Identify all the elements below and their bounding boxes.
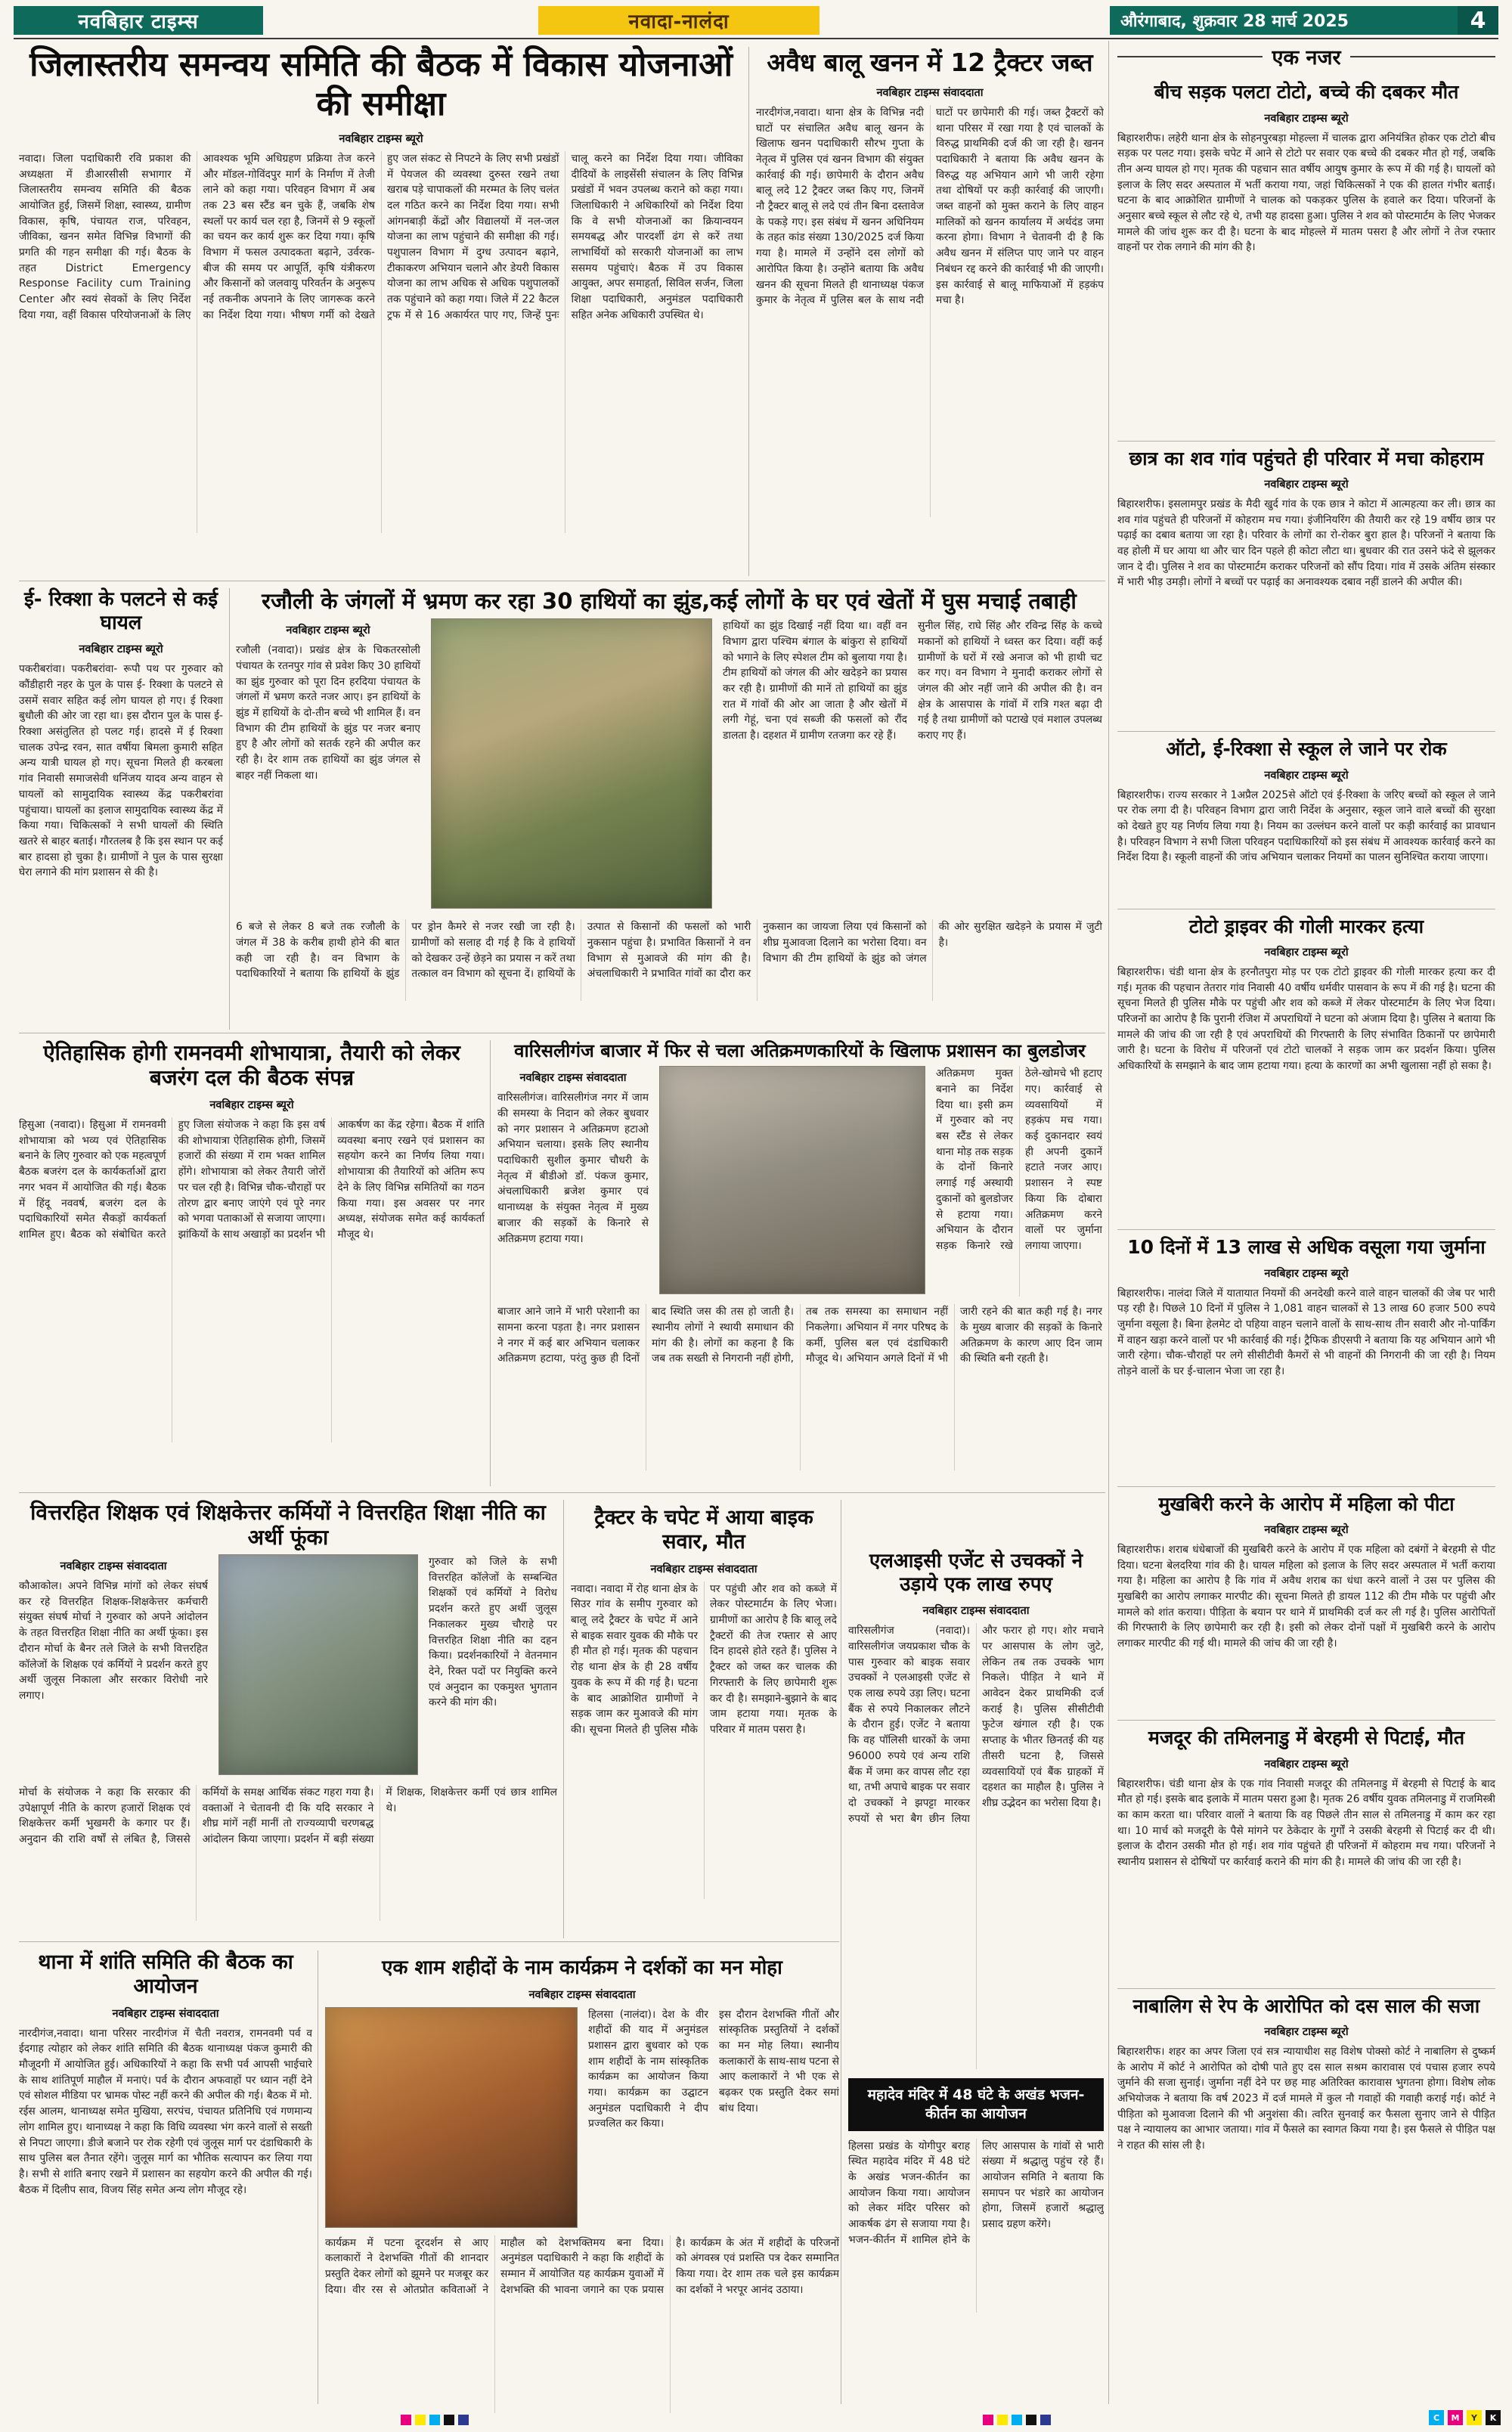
- brief-byline: नवबिहार टाइम्स ब्यूरो: [1264, 479, 1349, 491]
- tractor-byline: नवबिहार टाइम्स संवाददाता: [650, 1563, 758, 1575]
- brief-body: बिहारशरीफ। राज्य सरकार ने 1अप्रैल 2025से ऑटो एवं ई-रिक्शा के जरिए बच्चों को स्कूल ले जाने पर रोक लगा दी है। परिवहन विभाग द्वारा जारी निर्देश के अनुसार, स्कूल जाने वाले बच्चों की सुरक्षा को देखते हुए यह निर्णय लिया गया है। नियम का उल्लंघन करने वालों पर कड़ी कार्रवाई का प्रावधान है। परिवहन विभाग ने सभी जिला परिवहन पदाधिकारियों को इस संबंध में आवश्यक कार्रवाई करने का निर्देश दिया है। स्कूली वाहनों की जांच अभियान चलाकर नियमों का पालन सुनिश्चित कराया जाएगा।: [1117, 788, 1495, 864]
- ramnavami-byline: नवबिहार टाइम्स ब्यूरो: [209, 1099, 294, 1112]
- coordination-body: नवादा। जिला पदाधिकारी रवि प्रकाश की अध्यक्षता में डीआरसीसी सभागार में जिलास्तरीय समन्वय समिति की बैठक आयोजित हुई, जिसमें शिक्षा, स्वास्थ्य, ग्रामीण विकास, कृषि, पंचायत राज, परिवहन, जीविका, खनन समेत विभिन्न विभागों की प्रगति की गहन समीक्षा की गई। बैठक के तहत District Emergency Response Facility cum Training Center और स्वयं सेवकों के लिए निर्देश दिया गया, वहीं विकास परियोजनाओं के लिए आवश्यक भूमि अधिग्रहण प्रक्रिया तेज करने और मॉडल-गोविंदपुर मार्ग के निर्माण में तेजी लाने को कहा गया। परिवहन विभाग में अब तक 23 बस स्टैंड बन चुके हैं, जबकि शेष स्थलों पर कार्य चल रहा है, जिनमें से 9 स्कूलों का चयन कर कार्य शुरू कर दिया गया। कृषि विभाग में फसल उत्पादकता बढ़ाने, उर्वरक-बीज की समय पर आपूर्ति, कृषि यंत्रीकरण और किसानों को जलवायु परिवर्तन के अनुरूप नई तकनीक अपनाने के लिए जागरूक करने का निर्देश दिया गया। भीषण गर्मी को देखते हुए जल संकट से निपटने के लिए सभी प्रखंडों में पेयजल की व्यवस्था दुरुस्त रखने तथा खराब पड़े चापाकलों की मरम्मत के लिए चलंत दल गठित करने का निर्देश दिया गया। सभी आंगनबाड़ी केंद्रों और विद्यालयों में नल-जल योजना का लाभ पहुंचाने की समीक्षा की गई। पशुपालन विभाग में दुग्ध उत्पादन बढ़ाने, टीकाकरण अभियान चलाने और डेयरी विकास योजना का लाभ अधिक से अधिक पशुपालकों तक पहुंचाने को कहा गया। जिले में 22 कैटल ट्रफ में से 16 अकार्यरत पाए गए, जिन्हें पुनः चालू करने का निर्देश दिया गया। जीविका दीदियों के लाइसेंसी संचालन के लिए विभिन्न प्रखंडों में भवन उपलब्ध कराने को कहा गया। जिलाधिकारी ने अधिकारियों को निर्देश दिया कि वे सभी योजनाओं का क्रियान्वयन समयबद्ध और पारदर्शी ढंग से करें तथा लाभार्थियों को सरकारी योजनाओं का लाभ ससमय पहुंचाएं। बैठक में उप विकास आयुक्त, अपर समाहर्ता, सिविल सर्जन, जिला शिक्षा पदाधिकारी, अनुमंडल पदाधिकारी सहित अनेक अधिकारी उपस्थित थे।: [19, 152, 743, 321]
- brief-headline: छात्र का शव गांव पहुंचते ही परिवार में मचा कोहराम: [1129, 447, 1484, 469]
- edition-name: नवादा-नालंदा: [628, 11, 730, 33]
- article-martyrs-evening: [325, 1956, 839, 2413]
- ramnavami-body: हिसुआ (नवादा)। हिसुआ में रामनवमी शोभायात्रा को भव्य एवं ऐतिहासिक बनाने के लिए गुरुवार को एक महत्वपूर्ण बैठक बजरंग दल के कार्यकर्ताओं द्वारा नगर भवन में आयोजित की गई। बैठक में हिंदू नववर्ष, बजरंग दल के पदाधिकारियों समेत सैकड़ों कार्यकर्ता शामिल हुए। बैठक को संबोधित करते हुए जिला संयोजक ने कहा कि इस वर्ष की शोभायात्रा ऐतिहासिक होगी, जिसमें हजारों की संख्या में राम भक्त शामिल होंगे। शोभायात्रा को लेकर तैयारी जोरों पर चल रही है। विभिन्न चौक-चौराहों पर तोरण द्वार बनाए जाएंगे एवं पूरे नगर को भगवा पताकाओं से सजाया जाएगा। झांकियों के साथ अखाड़ों का प्रदर्शन भी आकर्षण का केंद्र रहेगा। बैठक में शांति व्यवस्था बनाए रखने एवं प्रशासन का सहयोग करने का निर्णय लिया गया। शोभायात्रा की तैयारियों को अंतिम रूप देने के लिए विभिन्न समितियों का गठन किया गया। इस अवसर पर नगर अध्यक्ष, संयोजक समेत कई कार्यकर्ता मौजूद थे।: [19, 1119, 485, 1241]
- brief-body: बिहारशरीफ। चंडी थाना क्षेत्र के हरनौतपुरा मोड़ पर एक टोटो ड्राइवर की गोली मारकर हत्या कर दी गई। मृतक की पहचान तेतरार गांव निवासी 40 वर्षीय धर्मवीर पासवान के रूप में की गई है। घटना की सूचना मिलते ही पुलिस मौके पर पहुंची और शव को कब्जे में लेकर पोस्टमार्टम के लिए भेज दिया। परिजनों का आरोप है कि पुरानी रंजिश में अपराधियों ने घटना को अंजाम दिया है। पुलिस ने बताया कि मामले की जांच की जा रही है एवं अपराधियों की गिरफ्तारी के लिए संभावित ठिकानों पर छापेमारी जारी है। घटना के विरोध में परिजनों एवं टोटो चालकों ने सड़क जाम कर प्रदर्शन किया। पुलिस अधिकारियों के समझाने के बाद जाम हटाया गया। हत्या के कारणों का अभी खुलासा नहीं हो सका है।: [1117, 966, 1495, 1073]
- registration-marks-left: [401, 2415, 469, 2425]
- brief-byline: नवबिहार टाइम्स ब्यूरो: [1264, 946, 1349, 959]
- brief-body: बिहारशरीफ। इसलामपुर प्रखंड के मैदी खुर्द गांव के एक छात्र ने कोटा में आत्महत्या कर ली। छात्र का शव गांव पहुंचते ही परिजनों में कोहराम मच गया। इंजीनियरिंग की तैयारी कर रहे 19 वर्षीय छात्र पर पढ़ाई का दबाव बताया जा रहा है। परिवार के लोगों का रो-रोकर बुरा हाल है। परिजनों ने बताया कि वह होली में घर आया था और चार दिन पहले ही कोटा लौटा था। बुधवार की रात उसने फंदे से झूलकर जान दे दी। पुलिस ने शव का पोस्टमार्टम कराकर परिजनों को सौंप दिया। गांव में उसके अंतिम संस्कार में भारी भीड़ उमड़ी। लोगों ने बच्चों पर पढ़ाई का अनावश्यक दबाव नहीं डालने की अपील की।: [1117, 498, 1495, 589]
- divider: [563, 1500, 564, 1938]
- page-number: 4: [1458, 6, 1498, 35]
- teachers-body-c: मोर्चा के संयोजक ने कहा कि सरकार की उपेक्षापूर्ण नीति के कारण हजारों शिक्षक एवं शिक्षकेत्तर कर्मी भुखमरी के कगार पर हैं। अनुदान की राशि वर्षों से लंबित है, जिससे कर्मियों के समक्ष आर्थिक संकट गहरा गया है। वक्ताओं ने चेतावनी दी कि यदि सरकार ने शीघ्र मांगें नहीं मानीं तो राज्यव्यापी चरणबद्ध आंदोलन किया जाएगा। प्रदर्शन में बड़ी संख्या में शिक्षक, शिक्षकेत्तर कर्मी एवं छात्र शामिल थे।: [19, 1786, 557, 1846]
- elephants-byline: नवबिहार टाइम्स ब्यूरो: [286, 624, 370, 637]
- article-ramnavami: [19, 1040, 485, 1442]
- coordination-headline: जिलास्तरीय समन्वय समिति की बैठक में विकास योजनाओं की समीक्षा: [29, 45, 733, 123]
- rule-left: [1117, 56, 1263, 57]
- brief-byline: नवबिहार टाइम्स ब्यूरो: [1264, 1758, 1349, 1771]
- article-lic-theft: [848, 1550, 1104, 2313]
- elephants-body-b: हाथियों का झुंड दिखाई नहीं दिया था। वहीं वन विभाग द्वारा पश्चिम बंगाल के बांकुरा से हाथियों को भगाने के लिए स्पेशल टीम को बुलाया गया है। टीम हाथियों को जंगल की ओर खदेड़ने का प्रयास कर रही है। ग्रामीणों की मानें तो हाथियों का झुंड रात में गांवों की ओर आ जाता है और खेतों में लगी गेहूं, चना एवं सब्जी की फसलों को रौंद डालता है। दहशत में ग्रामीण रतजगा कर रहे हैं।: [723, 620, 907, 742]
- bulldozer-byline: नवबिहार टाइम्स संवाददाता: [519, 1072, 627, 1085]
- magenta-mark: [983, 2415, 993, 2425]
- brief-traffic-fines: [1117, 1229, 1495, 1486]
- teachers-headline: वित्तरहित शिक्षक एवं शिक्षकेत्तर कर्मियों ने वित्तरहित शिक्षा नीति का अर्थी फूंका: [30, 1500, 546, 1551]
- magenta-mark: M: [1448, 2410, 1463, 2425]
- article-coordination-meeting: [19, 45, 743, 533]
- tractor-headline: ट्रैक्टर के चपेट में आया बाइक सवार, मौत: [594, 1506, 813, 1554]
- paper-name-block: [14, 6, 263, 35]
- brief-body: बिहारशरीफ। शराब धंधेबाजों की मुखबिरी करने के आरोप में एक महिला को दबंगों ने बेरहमी से पीट दिया। घटना बेलदरिया गांव की है। घायल महिला को इलाज के लिए सदर अस्पताल में भर्ती कराया गया है। महिला का आरोप है कि गांव में अवैध शराब का धंधा करने वालों ने उस पर पुलिस की मुखबिरी का आरोप लगाकर मारपीट की। सूचना मिलते ही डायल 112 की टीम मौके पर पहुंची और मामले को शांत कराया। पीड़िता के बयान पर थाने में प्राथमिकी दर्ज कर ली गई है। पुलिस आरोपितों की गिरफ्तारी के लिए छापेमारी कर रही है। इसी को लेकर दोनों पक्षों में मुखबिरी करने के आरोप लगाकर मारपीट की गई थी। मामले की जांच की जा रही है।: [1117, 1544, 1495, 1650]
- peace-headline: थाना में शांति समिति की बैठक का आयोजन: [38, 1950, 293, 1998]
- brief-body: बिहारशरीफ। शहर का अपर जिला एवं सत्र न्यायाधीश सह विशेष पोक्सो कोर्ट ने नाबालिग से दुष्कर्म के आरोप में कोर्ट ने आरोपित को दोषी पाते हुए दस साल सश्रम कारावास एवं पचास हजार रुपये जुर्माने की सजा सुनाई। जुर्माना नहीं देने पर छह माह अतिरिक्त कारावास भुगतना होगा। विशेष लोक अभियोजक ने बताया कि वर्ष 2023 में दर्ज मामले में कुल नौ गवाहों की गवाही कराई गई। कोर्ट ने पीड़िता को मुआवजा दिलाने की भी अनुशंसा की। त्वरित सुनवाई कर फैसला सुनाए जाने से पीड़ित पक्ष ने न्यायालय का आभार जताया। गांव में फैसले का स्वागत किया गया है। इस फैसले से पीड़ित पक्ष ने राहत की सांस ली है।: [1117, 2046, 1495, 2152]
- lic-body: वारिसलीगंज (नवादा)। वारिसलीगंज जयप्रकाश चौक के पास गुरुवार को बाइक सवार उचक्कों ने एलआइसी एजेंट से एक लाख रुपये उड़ा लिए। घटना बैंक से रुपये निकालकर लौटने के दौरान हुई। एजेंट ने बताया कि वह पॉलिसी धारकों के जमा 96000 रुपये एवं अन्य राशि बैंक में जमा कर वापस लौट रहा था, तभी अपाचे बाइक पर सवार दो उचक्कों ने झपट्टा मारकर रुपयों से भरा बैग छीन लिया और फरार हो गए। शोर मचाने पर आसपास के लोग जुटे, लेकिन तब तक उचक्के भाग निकले। पीड़ित ने थाने में आवेदन देकर प्राथमिकी दर्ज कराई है। पुलिस सीसीटीवी फुटेज खंगाल रही है। एक सप्ताह के भीतर छिनतई की यह तीसरी घटना है, जिससे व्यवसायियों एवं बैंक ग्राहकों में दहशत का माहौल है। पुलिस ने शीघ्र उद्भेदन का भरोसा दिया है।: [848, 1625, 1104, 1825]
- bulldozer-headline: वारिसलीगंज बाजार में फिर से चला अतिक्रमणकारियों के खिलाफ प्रशासन का बुलडोजर: [514, 1040, 1086, 1061]
- brief-body: बिहारशरीफ। नालंदा जिले में यातायात नियमों की अनदेखी करने वाले वाहन चालकों की जेब पर भारी पड़ रही है। पिछले 10 दिनों में पुलिस ने 1,081 वाहन चालकों से 13 लाख 60 हजार 500 रुपये जुर्माना वसूला है। बिना हेलमेट दो पहिया वाहन चलाने वालों के साथ-साथ तीन सवारी और नो-पार्किंग में वाहन खड़ा करने वालों पर भी कार्रवाई की गई। ट्रैफिक डीएसपी ने बताया कि यह अभियान आगे भी जारी रहेगा। चौक-चौराहों पर लगे सीसीटीवी कैमरों से भी वाहनों की निगरानी की जा रही है। नियम तोड़ने वालों के घर ई-चालान भेजा जा रहा है।: [1117, 1287, 1495, 1377]
- lic-byline: नवबिहार टाइम्स संवाददाता: [922, 1605, 1030, 1618]
- brief-byline: नवबिहार टाइम्स ब्यूरो: [1264, 1267, 1349, 1280]
- divider: [490, 1040, 491, 1486]
- yellow-mark: [415, 2415, 426, 2425]
- brief-laborer-death: [1117, 1720, 1495, 1988]
- erickshaw-headline: ई- रिक्शा के पलटने से कई घायल: [24, 588, 218, 634]
- article-e-rickshaw: [19, 588, 223, 1009]
- erickshaw-body: पकरीबरांवा। पकरीबरांवा- रूपौ पथ पर गुरुवार को कौंडीहारी नहर के पुल के पास ई- रिक्शा के पलटने से उसमें सवार सहित कई लोग घायल हो गए। ई रिक्शा बुधौली की ओर जा रहा था। इस दौरान पुल के पास ई-रिक्शा असंतुलित हो पलट गई। हादसे में ई रिक्शा चालक उपेन्द्र रवन, सात वर्षीया बिमला कुमारी सहित अन्य यात्री घायल हो गए। सूचना मिलते ही करबला गांव निवासी समाजसेवी धनिंजय यादव अन्य वाहन से घायलों को सामुदायिक स्वास्थ्य केंद्र पकरीबरांवा पहुंचाया। घायलों का इलाज सामुदायिक स्वास्थ्य केंद्र में किया गया। चिकित्सकों ने सभी घायलों की स्थिति खतरे से बाहर बताई। गौरतलब है कि इस स्थान पर कई बार हादसा हो चुका है। ग्रामीणों ने पुल के पास सुरक्षा घेरा लगाने की मांग प्रशासन से की है।: [19, 663, 223, 879]
- teachers-byline: नवबिहार टाइम्स संवाददाता: [60, 1560, 167, 1573]
- article-elephants: [236, 588, 1102, 1001]
- brief-body: बिहारशरीफ। लहेरी थाना क्षेत्र के सोहनपुरबड़ा मोहल्ला में चालक द्वारा अनियंत्रित होकर एक टोटो बीच सड़क पर पलट गया। इसके चपेट में आने से टोटो पर सवार एक बच्चे की दबकर मौत हो गई, जबकि तीन अन्य घायल हो गए। मृतक की पहचान सात वर्षीय आयुष कुमार के रूप में की गई है। घायलों को इलाज के लिए सदर अस्पताल में भर्ती कराया गया, जहां चिकित्सकों ने एक की हालत गंभीर बताई। घटना के बाद आक्रोशित ग्रामीणों ने चालक को पकड़कर पुलिस के हवाले कर दिया। परिजनों के अनुसार बच्चे स्कूल से लौट रहे थे, तभी यह हादसा हुआ। पुलिस ने शव को पोस्टमार्टम के लिए भेजकर मामले की जांच शुरू कर दी है। घटना के बाद मोहल्ले में मातम पसरा है और लोगों ने तेज रफ्तार वाहनों पर रोक लगाने की मांग की है।: [1117, 132, 1495, 254]
- sand-body: नारदीगंज,नवादा। थाना क्षेत्र के विभिन्न नदी घाटों पर संचालित अवैध बालू खनन के खिलाफ खनन पदाधिकारी सौरभ गुप्ता के नेतृत्व में पुलिस एवं खनन विभाग की संयुक्त कार्रवाई की गई। छापेमारी के दौरान अवैध बालू लदे 12 ट्रैक्टर जब्त किए गए, जिनमें नौ ट्रैक्टर बालू से लदे एवं तीन बिना दस्तावेज के पकड़े गए। इस संबंध में खनन अधिनियम के तहत कांड संख्या 130/2025 दर्ज किया गया है। मामले में उन्होंने दस लोगों को आरोपित किया है। उन्होंने बताया कि अवैध खनन की सूचना मिलते ही थानाध्यक्ष पंकज कुमार के नेतृत्व में पुलिस बल के साथ नदी घाटों पर छापेमारी की गई। जब्त ट्रैक्टरों को थाना परिसर में रखा गया है एवं चालकों के विरुद्ध प्राथमिकी दर्ज की जा रही है। खनन पदाधिकारी ने बताया कि अवैध खनन के विरुद्ध यह अभियान आगे भी जारी रहेगा तथा दोषियों पर कड़ी कार्रवाई की जाएगी। जब्त वाहनों को मुक्त कराने के लिए वाहन मालिकों को खनन कार्यालय में अर्थदंड जमा करना होगा। विभाग ने चेतावनी दी है कि अवैध खनन में संलिप्त पाए जाने पर वाहन निबंधन रद्द करने की कार्रवाई भी की जाएगी। इस कार्रवाई से बालू माफियाओं में हड़कंप मचा है।: [756, 106, 1104, 307]
- brief-student-death: [1117, 441, 1495, 732]
- divider: [229, 588, 230, 1030]
- article-bulldozer: [497, 1040, 1102, 1470]
- martyrs-body-c: कार्यक्रम में पटना दूरदर्शन से आए कलाकारों ने देशभक्ति गीतों की शानदार प्रस्तुति देकर लोगों को झूमने पर मजबूर कर दिया। वीर रस से ओतप्रोत कविताओं ने माहौल को देशभक्तिमय बना दिया। अनुमंडल पदाधिकारी ने कहा कि शहीदों के सम्मान में आयोजित यह कार्यक्रम युवाओं में देशभक्ति की भावना जगाने का एक प्रयास है। कार्यक्रम के अंत में शहीदों के परिजनों को अंगवस्त्र एवं प्रशस्ति पत्र देकर सम्मानित किया गया। देर शाम तक चले इस कार्यक्रम का दर्शकों ने भरपूर आनंद उठाया।: [325, 2236, 839, 2296]
- bulldozer-body-a: वारिसलीगंज। वारिसलीगंज नगर में जाम की समस्या के निदान को लेकर बुधवार को नगर प्रशासन ने अतिक्रमण हटाओ अभियान चलाया। इसके लिए स्थानीय पदाधिकारी सुशील कुमार चौधरी के नेतृत्व में बीडीओ डॉ. पंकज कुमार, अंचलाधिकारी ब्रजेश कुमार एवं थानाध्यक्ष के संयुक्त नेतृत्व में मुख्य बाजार की सड़कों के किनारे से अतिक्रमण हटाया गया।: [497, 1092, 649, 1245]
- bhajan-notice-headline: महादेव मंदिर में 48 घंटे के अखंड भजन-कीर्तन का आयोजन: [848, 2078, 1104, 2130]
- teachers-body-a: कौआकोल। अपने विभिन्न मांगों को लेकर संघर्ष कर रहे वित्तरहित शिक्षक-शिक्षकेत्तर कर्मचारी संयुक्त संघर्ष मोर्चा ने गुरुवार को अपने आंदोलन के तहत वित्तरहित शिक्षा नीति का अर्थी फूंका। इस दौरान मोर्चा के बैनर तले जिले के सभी वित्तरहित कॉलेजों के शिक्षक एवं कर्मियों ने प्रदर्शन करते हुए अर्थी जुलूस निकाला और सरकार विरोधी नारे लगाए।: [19, 1580, 208, 1702]
- article-unfunded-teachers: [19, 1500, 557, 1921]
- divider: [1108, 41, 1109, 2404]
- brief-headline: मुखबिरी करने के आरोप में महिला को पीटा: [1158, 1492, 1455, 1515]
- rule-right: [1350, 56, 1495, 57]
- paper-name: नवबिहार टाइम्स: [78, 11, 199, 33]
- martyrs-body-a: हिलसा (नालंदा)। देश के वीर शहीदों की याद में अनुमंडल प्रशासन द्वारा बुधवार को एक शाम शहीदों के नाम सांस्कृतिक कार्यक्रम का आयोजन किया गया। कार्यक्रम का उद्घाटन अनुमंडल पदाधिकारी ने दीप प्रज्वलित कर किया।: [588, 2008, 708, 2130]
- martyrs-body-b: इस दौरान देशभक्ति गीतों और सांस्कृतिक प्रस्तुतियों ने दर्शकों का मन मोह लिया। स्थानीय कलाकारों के साथ-साथ पटना से आए कलाकारों ने भी एक से बढ़कर एक प्रस्तुति देकर समां बांध दिया।: [719, 2008, 839, 2114]
- cyan-mark: C: [1429, 2410, 1444, 2425]
- divider: [19, 1941, 839, 1942]
- brief-headline: ऑटो, ई-रिक्शा से स्कूल ले जाने पर रोक: [1166, 738, 1447, 760]
- martyrs-headline: एक शाम शहीदों के नाम कार्यक्रम ने दर्शकों का मन मोहा: [382, 1956, 782, 1979]
- brief-woman-beaten: [1117, 1486, 1495, 1721]
- divider: [748, 47, 749, 576]
- magenta-mark: [401, 2415, 411, 2425]
- registration-marks-center: [983, 2415, 1051, 2425]
- tractor-body: नवादा। नवादा में रोह थाना क्षेत्र के सिउर गांव के समीप गुरुवार को बालू लदे ट्रैक्टर के चपेट में आने से बाइक सवार युवक की मौके पर ही मौत हो गई। मृतक की पहचान रोह थाना क्षेत्र के ही 28 वर्षीय युवक के रूप में की गई है। घटना के बाद आक्रोशित ग्रामीणों ने सड़क जाम कर मुआवजे की मांग की। सूचना मिलते ही पुलिस मौके पर पहुंची और शव को कब्जे में लेकर पोस्टमार्टम के लिए भेजा। ग्रामीणों का आरोप है कि बालू लदे ट्रैक्टरों की तेज रफ्तार से आए दिन हादसे होते रहते हैं। पुलिस ने ट्रैक्टर को जब्त कर चालक की गिरफ्तारी के लिए छापेमारी शुरू कर दी है। समझाने-बुझाने के बाद जाम हटाया गया। मृतक के परिवार में मातम पसरा है।: [571, 1582, 837, 1736]
- article-sand-mining: [756, 48, 1104, 517]
- brief-headline: 10 दिनों में 13 लाख से अधिक वसूला गया जुर्माना: [1127, 1236, 1486, 1258]
- lic-headline: एलआइसी एजेंट से उचक्कों ने उड़ाये एक लाख रुपए: [869, 1550, 1083, 1596]
- brief-headline: नाबालिग से रेप के आरोपित को दस साल की सजा: [1132, 1994, 1480, 2017]
- masthead-rule: [14, 38, 1498, 39]
- photo-cultural-program: [325, 2007, 578, 2228]
- briefs-section-title: एक नजर: [1272, 46, 1341, 70]
- briefs-section-header: [1117, 41, 1495, 75]
- bulldozer-body-b: अतिक्रमण मुक्त बनाने का निर्देश दिया था। इसी क्रम में गुरुवार को नए बस स्टैंड से लेकर थाना मोड़ तक सड़क के दोनों किनारे लगाई गई अस्थायी दुकानों को बुलडोजर से हटाया गया। अभियान के दौरान सड़क किनारे रखे ठेले-खोमचे भी हटाए गए। कार्रवाई से व्यवसायियों में हड़कंप मच गया। कई दुकानदार स्वयं ही अपनी दुकानें हटाते नजर आए। प्रशासन ने स्पष्ट किया कि दोबारा अतिक्रमण करने वालों पर जुर्माना लगाया जाएगा।: [936, 1067, 1102, 1252]
- date-block: [1110, 6, 1498, 35]
- black-mark: [1026, 2415, 1036, 2425]
- bulldozer-body-c: बाजार आने जाने में भारी परेशानी का सामना करना पड़ता है। नगर प्रशासन ने नगर में कई बार अभियान चलाकर अतिक्रमण हटाया, परंतु कुछ ही दिनों बाद स्थिति जस की तस हो जाती है। स्थानीय लोगों ने स्थायी समाधान की मांग की है। लोगों का कहना है कि जब तक सख्ती से निगरानी नहीं होगी, तब तक समस्या का समाधान नहीं निकलेगा। अभियान में नगर परिषद के कर्मी, पुलिस बल एवं दंडाधिकारी मौजूद थे। अभियान अगले दिनों में भी जारी रहने की बात कही गई है। नगर के मुख्य बाजार की सड़कों के किनारे अतिक्रमण के कारण आए दिन जाम की स्थिति बनी रहती है।: [497, 1306, 1102, 1365]
- photo-bulldozer-drive: [659, 1066, 925, 1294]
- article-tractor-death: [571, 1506, 837, 1899]
- brief-headline: मजदूर की तमिलनाडु में बेरहमी से पिटाई, मौत: [1148, 1727, 1465, 1749]
- edition-block: [538, 6, 820, 35]
- blue-mark: [1040, 2415, 1051, 2425]
- brief-toto-accident: [1117, 75, 1495, 441]
- yellow-mark: Y: [1467, 2410, 1482, 2425]
- yellow-mark: [997, 2415, 1008, 2425]
- news-briefs-column: [1117, 41, 1495, 2271]
- brief-pocso-sentence: [1117, 1988, 1495, 2272]
- brief-headline: टोटो ड्राइवर की गोली मारकर हत्या: [1188, 915, 1424, 937]
- brief-body: बिहारशरीफ। चंडी थाना क्षेत्र के एक गांव निवासी मजदूर की तमिलनाडु में बेरहमी से पिटाई के बाद मौत हो गई। इसके बाद इलाके में मातम पसरा हुआ है। मृतक 26 वर्षीय युवक तमिलनाडु में राजमिस्त्री का काम करता था। परिवार वालों ने बताया कि वह पिछले तीन साल से तमिलनाडु में काम कर रहा था। 10 मार्च को मजदूरी के पैसे मांगने पर ठेकेदार के गुर्गों ने उसकी बेरहमी से पिटाई कर दी थी। इलाज के दौरान उसकी मौत हो गई। शव गांव पहुंचते ही परिजनों में कोहराम मच गया। परिजनों ने स्थानीय प्रशासन से दोषियों पर कार्रवाई कराने की मांग की है। मामले की जांच की जा रही है।: [1117, 1777, 1495, 1868]
- elephants-headline: रजौली के जंगलों में भ्रमण कर रहा 30 हाथियों का झुंड,कई लोगों के घर एवं खेतों में घुस मचाई तबाही: [262, 588, 1077, 614]
- article-akhand-bhajan: [848, 2078, 1104, 2312]
- ramnavami-headline: ऐतिहासिक होगी रामनवमी शोभायात्रा, तैयारी को लेकर बजरंग दल की बैठक संपन्न: [43, 1040, 460, 1091]
- black-mark: K: [1486, 2410, 1501, 2425]
- brief-headline: बीच सड़क पलटा टोटो, बच्चे की दबकर मौत: [1154, 81, 1459, 103]
- cmyk-marks: [1429, 2410, 1501, 2425]
- sand-byline: नवबिहार टाइम्स संवाददाता: [876, 86, 984, 99]
- peace-byline: नवबिहार टाइम्स संवाददाता: [112, 2007, 219, 2020]
- article-peace-meeting: [19, 1950, 312, 2381]
- sand-headline: अवैध बालू खनन में 12 ट्रैक्टर जब्त: [767, 48, 1093, 77]
- brief-byline: नवबिहार टाइम्स ब्यूरो: [1264, 112, 1349, 125]
- erickshaw-byline: नवबिहार टाइम्स ब्यूरो: [79, 643, 163, 656]
- blue-mark: [458, 2415, 469, 2425]
- coordination-byline: नवबिहार टाइम्स ब्यूरो: [339, 132, 423, 145]
- martyrs-byline: नवबिहार टाइम्स संवाददाता: [528, 1988, 636, 2001]
- cyan-mark: [429, 2415, 440, 2425]
- teachers-body-b: गुरुवार को जिले के सभी वित्तरहित कॉलेजों के सम्बन्धित शिक्षकों एवं कर्मियों ने विरोध प्रदर्शन करते हुए अर्थी जुलूस निकालकर मुख्य चौराहे पर वित्तरहित शिक्षा नीति का दहन किया। प्रदर्शनकारियों ने वेतनमान देने, रिक्त पदों पर नियुक्ति करने एवं अनुदान का एकमुश्त भुगतान करने की मांग की।: [429, 1556, 557, 1709]
- brief-school-transport-ban: [1117, 731, 1495, 909]
- cyan-mark: [1012, 2415, 1022, 2425]
- brief-toto-driver-murder: [1117, 909, 1495, 1230]
- masthead-dateline: औरंगाबाद, शुक्रवार 28 मार्च 2025: [1120, 12, 1349, 31]
- bhajan-notice-body: हिलसा प्रखंड के योगीपुर बराह स्थित महादेव मंदिर में 48 घंटे के अखंड भजन-कीर्तन का आयोजन किया गया। आयोजन को लेकर मंदिर परिसर को आकर्षक ढंग से सजाया गया है। भजन-कीर्तन में शामिल होने के लिए आसपास के गांवों से भारी संख्या में श्रद्धालु पहुंच रहे हैं। आयोजन समिति ने बताया कि समापन पर भंडारे का आयोजन होगा, जिसमें हजारों श्रद्धालु प्रसाद ग्रहण करेंगे।: [848, 2139, 1104, 2246]
- brief-byline: नवबिहार टाइम्स ब्यूरो: [1264, 769, 1349, 782]
- elephants-body-a: रजौली (नवादा)। प्रखंड क्षेत्र के चिकतरसोली पंचायत के रतनपुर गांव से प्रवेश किए 30 हाथियों का झुंड गुरुवार को पूरा दिन हरदिया पंचायत के जंगलों में भ्रमण करते नजर आए। इन हाथियों के झुंड में हाथियों के दो-तीन बच्चे भी शामिल हैं। वन विभाग की टीम हाथियों के झुंड पर नजर बनाए हुए है और लोगों को सतर्क रहने की अपील कर रही है। देर शाम तक हाथियों का झुंड जंगल से बाहर नहीं निकला था।: [236, 644, 420, 782]
- brief-byline: नवबिहार टाइम्स ब्यूरो: [1264, 1524, 1349, 1536]
- photo-elephant-herd: [431, 618, 712, 909]
- black-mark: [444, 2415, 454, 2425]
- brief-byline: नवबिहार टाइम्स ब्यूरो: [1264, 2026, 1349, 2038]
- peace-body: नारदीगंज,नवादा। थाना परिसर नारदीगंज में चैती नवरात्र, रामनवमी पर्व व ईदगाह त्योहार को लेकर शांति समिति की बैठक थानाध्यक्ष पंकज कुमारी की मौजूदगी में आयोजित हुई। अधिकारियों ने कहा कि सभी पर्व आपसी भाईचारे के साथ शांतिपूर्ण माहौल में मनाएं। पर्व के दौरान अफवाहों पर ध्यान नहीं देने एवं सोशल मीडिया पर भ्रामक पोस्ट नहीं करने की अपील की गई। बैठक में मो. रईस आलम, थानाध्यक्ष समेत मुखिया, सरपंच, पंचायत प्रतिनिधि एवं गणमान्य लोग शामिल हुए। थानाध्यक्ष ने कहा कि विधि व्यवस्था भंग करने वालों से सख्ती से निपटा जाएगा। डीजे बजाने पर रोक रहेगी एवं जुलूस मार्ग पर दंडाधिकारी के साथ पुलिस बल तैनात रहेंगे। जुलूस मार्ग का भौतिक सत्यापन कर लिया गया है। सभी से शांति बनाए रखने में प्रशासन का सहयोग करने की अपील की गई। बैठक में दिलीप साव, विजय सिंह समेत अन्य लोग मौजूद रहे।: [19, 2027, 312, 2196]
- elephants-body-d: 6 बजे से लेकर 8 बजे तक रजौली के जंगल में 38 के करीब हाथी होने की बात कही जा रही है। वन विभाग के पदाधिकारियों ने बताया कि हाथियों के झुंड पर ड्रोन कैमरे से नजर रखी जा रही है। ग्रामीणों को सलाह दी गई है कि वे हाथियों को देखकर उन्हें छेड़ने का प्रयास न करें तथा तत्काल वन विभाग को सूचना दें। हाथियों के उत्पात से किसानों की फसलों को भारी नुकसान पहुंचा है। प्रभावित किसानों ने वन विभाग से मुआवजे की मांग की है। अंचलाधिकारी ने प्रभावित गांवों का दौरा कर नुकसान का जायजा लिया एवं किसानों को शीघ्र मुआवजा दिलाने का भरोसा दिया। वन विभाग की टीम हाथियों के झुंड को जंगल की ओर सुरक्षित खदेड़ने के प्रयास में जुटी है।: [236, 921, 1102, 981]
- elephants-body-c: सुनील सिंह, राघे सिंह और रविन्द्र सिंह के कच्चे मकानों को हाथियों ने ध्वस्त कर दिया। वहीं कई ग्रामीणों के घरों में रखे अनाज को भी हाथी चट कर गए। वन विभाग ने मुनादी कराकर लोगों से जंगल की ओर नहीं जाने की अपील की है। वन क्षेत्र के आसपास के गांवों में रात्रि गश्त बढ़ा दी गई है तथा ग्रामीणों को पटाखे एवं मशाल उपलब्ध कराए गए हैं।: [918, 620, 1102, 742]
- divider: [19, 1492, 1105, 1493]
- photo-teachers-protest: [218, 1554, 418, 1775]
